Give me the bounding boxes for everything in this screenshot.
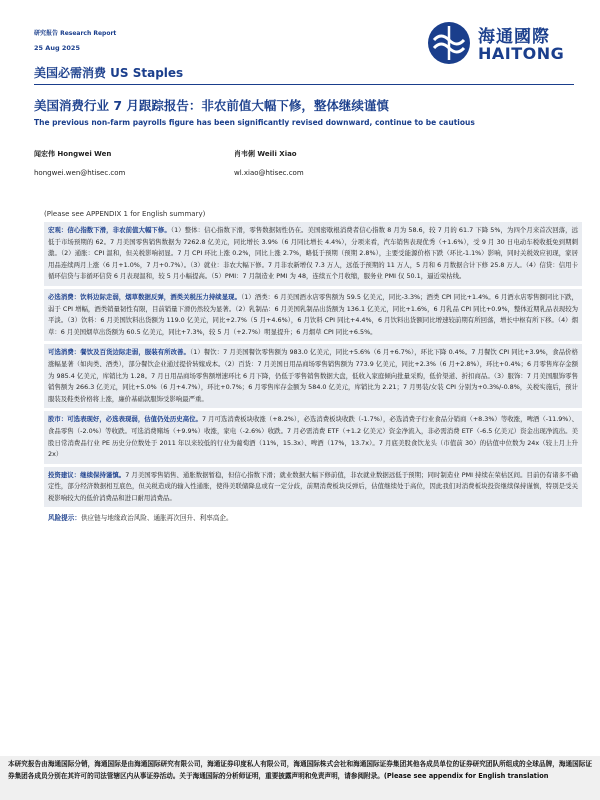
- section-stock-market: [44, 411, 582, 463]
- section-heading: 可选消费：餐饮及百货边际走弱，服装有所改善。: [48, 348, 190, 357]
- haitong-logo-icon: [426, 20, 472, 66]
- summary-content: [44, 222, 582, 527]
- author-2: [234, 149, 434, 177]
- sector-label: 美国必需消费 US Staples: [34, 66, 184, 80]
- section-heading: 必选消费：饮料边际走弱，烟草数据反弹，酒类关税压力持续显现。: [48, 292, 242, 301]
- report-title-cn: 美国消费行业 7 月跟踪报告：非农前值大幅下修，整体继续谨慎: [34, 98, 389, 113]
- section-body: 7 月美国零售销售、通胀数据暂稳，但信心指数下滑；就业数据大幅下修前值，非农就业数据远低于预期；同时制造业 PMI 持续在荣枯区间。目前仍有诸多不确定性，部分经济数据相互底色，但关税造成的输入性通胀，使得美联储降息或有一定分歧，前期消费板块反弹后，估值继续处于高位，因此我们对消费板块投资继续保持谨慎，特别是受关税影响较大的低价消费品和进口耐用消费品。: [48, 470, 578, 502]
- logo-text-cn: 海通國際: [478, 27, 550, 47]
- section-heading: 投资建议：继续保持谨慎。: [48, 470, 126, 479]
- section-body: 供应链与地缘政治风险、通胀再次回升、利率高企。: [80, 514, 233, 523]
- section-investment-advice: [44, 467, 582, 508]
- section-heading: 风险提示：: [48, 514, 81, 523]
- section-risk: [44, 510, 582, 527]
- section-body: （1）酒类：6 月美国酒水店零售额为 59.5 亿美元，同比-3.3%；酒类 CPI 同比+1.4%。6 月酒水店零售额同比下跌，弱于 CPI 增幅，酒类销量韧性有限，目前销量下滑仍然较为显著。（2）乳制品：6 月美国乳制品出货额为 136.1 亿美元，同比+1.6%，6 月乳品 CPI 同比+0.9%，整体近期乳品表现较为平淡。（3）饮料：6 月美国饮料出货额为 119.0 亿美元，同比+2.7%（5 月+4.6%），6 月饮料 CPI 同比+4.4%，6 月饮料出货额同比增速较前期有所回落，增长中枢有所下移。（4）烟草：6 月美国烟草出货额为 60.5 亿美元，同比+7.3%，较 5 月（+2.7%）明显提升；6 月烟草 CPI 同比+6.5%。: [48, 292, 579, 336]
- report-title-en: The previous non-farm payrolls figure has been significantly revised downward, continue to be cautious: [34, 118, 475, 127]
- haitong-logo: [426, 20, 576, 70]
- section-heading: 股市：可选表现好，必选表现弱，估值仍处历史高位。: [48, 415, 202, 424]
- section-body: 7 月可选消费板块收涨（+8.2%），必选消费板块收跌（-1.7%），必选消费子行业食品分销商（+8.3%）等收涨，啤酒（-11.9%）、食品零售（-2.0%）等收跌。可选消费赌场（+9.9%）收涨，家电（-2.6%）收跌。7 月必需消费 ETF（+1.2 亿美元）资金净流入，非必需消费 ETF（-6.5 亿美元）资金出现净流出。美股日常消费品行业 PE 历史分位数处于 2011 年以来较低的行业为葡萄酒（11%，15.3x）、啤酒（17%，13.7x）。7 月底美股食饮龙头（市值前 30）的估值中位数为 24x（较上月上升 2x）: [48, 415, 578, 459]
- section-body: （1）餐饮：7 月美国餐饮零售额为 983.0 亿美元，同比+5.6%（6 月+6.7%），环比下降 0.4%。7 月餐饮 CPI 同比+3.9%，食品价格涨幅显著（如肉类、酒类），部分餐饮企业通过提价转嫁成本。（2）百货：7 月美国日用品商场零售销售额为 773.9 亿美元，同比+2.3%（6 月+2.8%），环比+0.4%；6 月零售库存金额为 985.4 亿美元，库销比为 1.28。7 月日用品商场零售额增速环比 6 月下降，仍低于零售销售数据大盘，低收入家庭倾向批量采购，低价渠道、折扣商品。（3）服饰：7 月美国服饰零售销售额为 266.3 亿美元，同比+5.0%（6 月+4.7%），环比+0.7%；6 月零售库存金额为 584.0 亿美元，库销比为 2.21；7 月男装/女装 CPI 分别为+0.3%/-0.8%，关税实施后，预计服装及鞋类价格将上涨，廉价基础款服饰受影响最严重。: [48, 348, 578, 403]
- appendix-note: (Please see APPENDIX 1 for English summary): [44, 210, 206, 218]
- logo-text-en: HAITONG: [478, 44, 565, 63]
- section-discretionary: [44, 344, 582, 408]
- section-staples: [44, 289, 582, 341]
- author-email[interactable]: wl.xiao@htisec.com: [234, 169, 304, 177]
- divider: [34, 84, 574, 85]
- author-name: 肖韦俐 Weili Xiao: [234, 150, 297, 158]
- disclaimer-text: 本研究报告由海通国际分销，海通国际是由海通国际研究有限公司，海通证券印度私人有限公司，海通国际株式会社和海通国际证券集团其他各成员单位的证券研究团队所组成的全球品牌，海通国际证券集团各成员分别在其许可的司法管辖区内从事证券活动。关于海通国际的分析师证明，重要披露声明和免责声明，请参阅附录。(Please see appendix for English translation: [8, 760, 592, 780]
- section-body: （1）整体：信心指数下滑，零售数据韧性仍在。美国密歇根消费者信心指数 8 月为 58.6，较 7 月的 61.7 下降 5%，为四个月来首次回落，远低于市场预期的 62。7 月美国零售销售数据为 7262.8 亿美元，同比增长 3.9%（6 月同比增长 4.4%），分项来看，汽车销售表现优秀（+1.6%），受 9 月 30 日电动车税收抵免到期刺激。（2）通胀：CPI 温和，但关税影响初显。7 月 CPI 环比上涨 0.2%，同比上涨 2.7%，略低于预期（预期 2.8%），主要受能源价格下跌（环比-1.1%）影响，同时关税效应初现，家居用品连续两月上涨（6 月+1.0%，7 月+0.7%）。（3）就业：非农大幅下修。7 月非农新增仅 7.3 万人，远低于预期的 11 万人，5 月和 6 月数据合计下修 25.8 万人。（4）信贷：信用卡循环信贷与非循环信贷 6 月表现温和，较 5 月小幅提高。（5）PMI：7 月制造业 PMI 为 48，连续五个月收缩，服务业 PMI 仅 50.1，逼近荣枯线。: [48, 226, 579, 281]
- author-1: [34, 149, 234, 177]
- section-heading: 宏观：信心指数下滑，非农前值大幅下修。: [48, 226, 171, 234]
- disclaimer-footer: [0, 756, 600, 800]
- section-macro: [44, 222, 582, 286]
- author-name: 闻宏伟 Hongwei Wen: [34, 150, 112, 158]
- author-email[interactable]: hongwei.wen@htisec.com: [34, 169, 126, 177]
- report-date: 25 Aug 2025: [34, 44, 80, 52]
- report-tag: 研究报告 Research Report: [34, 30, 117, 37]
